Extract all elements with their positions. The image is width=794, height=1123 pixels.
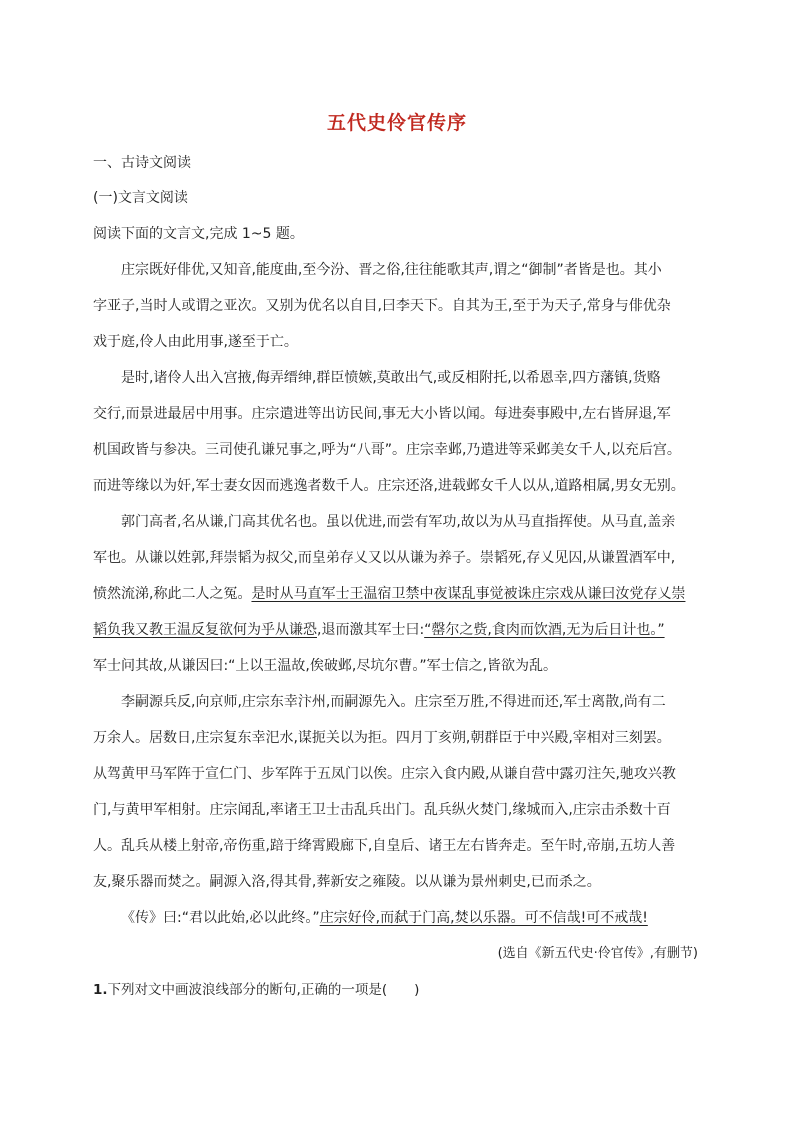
paragraph-3-line-2: 军也。从谦以姓郭,拜崇韬为叔父,而皇弟存乂又以从谦为养子。崇韬死,存乂见囚,从谦置酒军中, — [93, 550, 676, 566]
paragraph-4-line-2: 万余人。居数日,庄宗复东幸汜水,谋扼关以为拒。四月丁亥朔,朝群臣于中兴殿,宰相对三刻罢。 — [93, 730, 671, 746]
source-citation: (选自《新五代史·伶官传》,有删节) — [497, 946, 698, 961]
paragraph-2-line-1: 是时,诸伶人出入宫掖,侮弄缙绅,群臣愤嫉,莫敢出气,或反相附托,以希恩幸,四方藩镇,货赂 — [121, 370, 661, 386]
paragraph-3-line-3 — [93, 584, 713, 604]
question-1 — [93, 980, 713, 1000]
paragraph-4-line-3: 从驾黄甲马军阵于宣仁门、步军阵于五凤门以俟。庄宗入食内殿,从谦自营中露刃注矢,驰攻兴教 — [93, 766, 676, 782]
paragraph-2-line-4: 而进等缘以为奸,军士妻女因而逃逸者数千人。庄宗还洛,进载邺女千人以从,道路相属,男女无别。 — [93, 478, 685, 494]
paragraph-5-line-1 — [93, 908, 713, 928]
paragraph-3-line-5: 军士问其故,从谦因曰:“上以王温故,俟破邺,尽坑尔曹。”军士信之,皆欲为乱。 — [93, 658, 558, 674]
paragraph-3-text: ,退而激其军士曰: — [317, 622, 425, 638]
section-heading: 一、古诗文阅读 — [93, 155, 191, 171]
underlined-sentence: 庄宗好伶,而弑于门高,焚以乐器。可不信哉!可不戒哉! — [319, 910, 648, 926]
paragraph-5-text: 《传》曰:“君以此始,必以此终。” — [121, 910, 320, 926]
paragraph-4-line-1: 李嗣源兵反,向京师,庄宗东幸汴州,而嗣源先入。庄宗至万胜,不得进而还,军士离散,尚有二 — [121, 694, 666, 710]
wavy-underlined-passage-cont: 韬负我又教王温反复欲何为乎从谦恐 — [93, 622, 317, 638]
paragraph-3-line-1: 郭门高者,名从谦,门高其优名也。虽以优进,而尝有军功,故以为从马直指挥使。从马直,盖亲 — [121, 514, 676, 530]
subsection-heading: (一)文言文阅读 — [93, 190, 188, 206]
paragraph-4-line-5: 人。乱兵从楼上射帝,帝伤重,踣于绛霄殿廊下,自皇后、诸王左右皆奔走。至午时,帝崩,五坊人善 — [93, 838, 676, 854]
paragraph-1-line-3: 戏于庭,伶人由此用事,遂至于亡。 — [93, 334, 298, 350]
paragraph-3-text: 愤然流涕,称此二人之冤。 — [93, 586, 252, 602]
paragraph-4-line-6: 友,聚乐器而焚之。嗣源入洛,得其骨,葬新安之雍陵。以从谦为景州刺史,已而杀之。 — [93, 874, 601, 890]
paragraph-2-line-2: 交行,而景进最居中用事。庄宗遣进等出访民间,事无大小皆以闻。每进奏事殿中,左右皆屏退,军 — [93, 406, 671, 422]
paragraph-1-line-1: 庄宗既好俳优,又知音,能度曲,至今汾、晋之俗,往往能歌其声,谓之“御制”者皆是也。其小 — [121, 262, 662, 278]
document-title: 五代史伶官传序 — [326, 112, 467, 134]
question-text: 下列对文中画波浪线部分的断句,正确的一项是( ) — [107, 982, 420, 998]
paragraph-3-line-4 — [93, 620, 713, 640]
paragraph-2-line-3: 机国政皆与参决。三司使孔谦兄事之,呼为“八哥”。庄宗幸邺,乃遣进等采邺美女千人,以充后宫。 — [93, 442, 681, 458]
instruction-text: 阅读下面的文言文,完成 1~5 题。 — [93, 226, 304, 242]
wavy-underlined-passage: 是时从马直军士王温宿卫禁中夜谋乱事觉被诛庄宗戏从谦曰汝党存乂崇 — [251, 586, 686, 602]
paragraph-1-line-2: 字亚子,当时人或谓之亚次。又别为优名以自目,曰李天下。自其为王,至于为天子,常身与俳优杂 — [93, 298, 671, 314]
paragraph-4-line-4: 门,与黄甲军相射。庄宗闻乱,率诸王卫士击乱兵出门。乱兵纵火焚门,缘城而入,庄宗击杀数十百 — [93, 802, 671, 818]
underlined-quote: “罄尔之赀,食肉而饮酒,无为后日计也。” — [424, 622, 665, 638]
question-number: 1. — [93, 982, 108, 998]
